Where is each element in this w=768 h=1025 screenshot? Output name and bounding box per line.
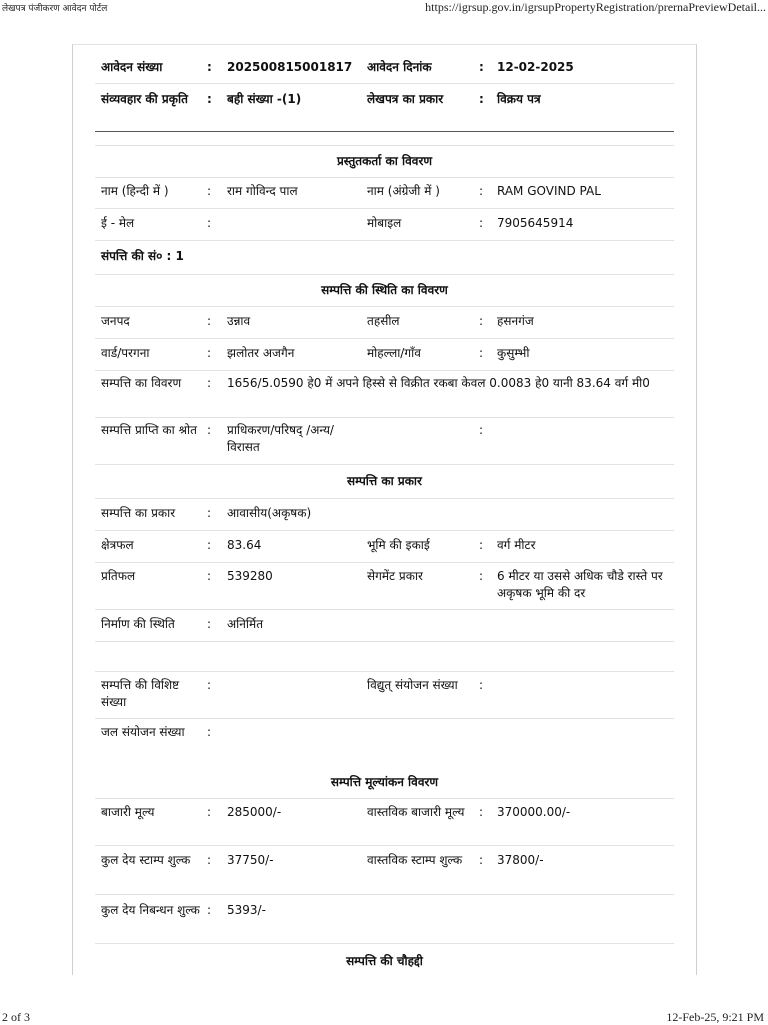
electric-label: विद्युत् संयोजन संख्या <box>367 678 458 692</box>
location-row <box>95 339 674 371</box>
separator: : <box>207 376 212 390</box>
nature-label: संव्यवहार की प्रकृति <box>101 92 188 106</box>
separator: : <box>207 569 212 583</box>
separator: : <box>207 538 212 552</box>
presenter-heading: प्रस्तुतकर्ता का विवरण <box>95 145 674 178</box>
type-row <box>95 531 674 563</box>
separator: : <box>207 314 212 328</box>
actual-market-value: 370000.00/- <box>497 805 571 819</box>
empty-row <box>95 642 674 672</box>
application-row <box>95 84 674 132</box>
deed-type-value: विक्रय पत्र <box>497 92 541 106</box>
actual-market-label: वास्तविक बाजारी मूल्य <box>367 805 465 819</box>
location-row <box>95 307 674 339</box>
segment-value: 6 मीटर या उससे अधिक चौडे रास्ते पर अकृषक भूमि की दर <box>497 569 663 600</box>
name-hi-label: नाम (हिन्दी में ) <box>101 184 169 198</box>
type-row <box>95 563 674 610</box>
separator: : <box>207 184 212 198</box>
district-value: उन्नाव <box>227 314 251 328</box>
separator: : <box>207 60 212 74</box>
stamp-duty-label: कुल देय स्टाम्प शुल्क <box>101 853 191 867</box>
property-count: संपत्ति की सं० : 1 <box>101 249 184 263</box>
source-label: सम्पत्ति प्राप्ति का श्रोत <box>101 423 197 437</box>
area-value: 83.64 <box>227 538 262 552</box>
registration-fee-label: कुल देय निबन्धन शुल्क <box>101 903 200 917</box>
construction-value: अनिर्मित <box>227 617 264 631</box>
valuation-row <box>95 895 674 944</box>
separator: : <box>207 423 212 437</box>
print-footer <box>0 1010 768 1024</box>
app-date-label: आवेदन दिनांक <box>367 60 432 74</box>
village-label: मोहल्ला/गाँव <box>367 346 421 360</box>
village-value: कुसुम्भी <box>497 346 530 360</box>
segment-label: सेगमेंट प्रकार <box>367 569 423 583</box>
registration-fee-value: 5393/- <box>227 903 266 917</box>
description-label: सम्पत्ति का विवरण <box>101 376 182 390</box>
type-row <box>95 672 674 719</box>
separator: : <box>207 216 212 230</box>
separator: : <box>207 346 212 360</box>
separator: : <box>207 903 212 917</box>
separator: : <box>207 725 212 739</box>
location-row <box>95 418 674 465</box>
separator: : <box>479 184 484 198</box>
separator: : <box>207 617 212 631</box>
type-label: सम्पत्ति का प्रकार <box>101 506 176 520</box>
separator: : <box>479 216 484 230</box>
construction-label: निर्माण की स्थिति <box>101 617 175 631</box>
type-value: आवासीय(अकृषक) <box>227 506 312 520</box>
stamp-duty-value: 37750/- <box>227 853 274 867</box>
separator: : <box>479 569 484 583</box>
consideration-label: प्रतिफल <box>101 569 136 583</box>
type-row <box>95 719 674 765</box>
print-datetime: 12-Feb-25, 9:21 PM <box>666 1010 764 1024</box>
description-value: 1656/5.0590 हे0 में अपने हिस्से से विक्रीत रकबा केवल 0.0083 हे0 यानी 83.64 वर्ग मी0 <box>227 376 650 390</box>
unit-value: वर्ग मीटर <box>497 538 536 552</box>
name-hi-value: राम गोविन्द पाल <box>227 184 298 198</box>
unit-label: भूमि की इकाई <box>367 538 430 552</box>
print-page-title: लेखपत्र पंजीकरण आवेदन पोर्टल <box>2 4 108 14</box>
nature-value: बही संख्या -(1) <box>227 92 302 106</box>
separator: : <box>479 805 484 819</box>
valuation-row <box>95 846 674 895</box>
separator: : <box>479 60 484 74</box>
ward-value: झलोतर अजगैन <box>227 346 295 360</box>
unique-no-label: सम्पत्ति की विशिष्ट संख्या <box>101 678 180 709</box>
source-value: प्राधिकरण/परिषद् /अन्य/विरासत <box>227 423 334 454</box>
separator: : <box>479 423 484 437</box>
type-row <box>95 610 674 642</box>
market-value: 285000/- <box>227 805 282 819</box>
boundary-heading: सम्पत्ति की चौहद्दी <box>346 954 423 968</box>
location-row <box>95 371 674 418</box>
separator: : <box>207 92 212 106</box>
valuation-row <box>95 799 674 846</box>
separator: : <box>479 538 484 552</box>
actual-stamp-label: वास्तविक स्टाम्प शुल्क <box>367 853 463 867</box>
ward-label: वार्ड/परगना <box>101 346 150 360</box>
valuation-heading: सम्पत्ति मूल्यांकन विवरण <box>95 767 674 799</box>
document-card <box>72 44 697 975</box>
type-row <box>95 499 674 531</box>
mobile-value: 7905645914 <box>497 216 574 230</box>
presenter-row <box>95 209 674 241</box>
separator: : <box>207 805 212 819</box>
separator: : <box>479 678 484 692</box>
type-heading: सम्पत्ति का प्रकार <box>95 465 674 499</box>
app-no-value: 202500815001817 <box>227 60 353 74</box>
market-value-label: बाजारी मूल्य <box>101 805 155 819</box>
application-row <box>95 51 674 84</box>
name-en-label: नाम (अंग्रेजी में ) <box>367 184 440 198</box>
separator: : <box>479 853 484 867</box>
property-count-row <box>95 241 674 275</box>
deed-type-label: लेखपत्र का प्रकार <box>367 92 444 106</box>
actual-stamp-value: 37800/- <box>497 853 544 867</box>
water-label: जल संयोजन संख्या <box>101 725 185 739</box>
separator: : <box>479 314 484 328</box>
area-label: क्षेत्रफल <box>101 538 134 552</box>
mobile-label: मोबाइल <box>367 216 402 230</box>
tehsil-value: हसनगंज <box>497 314 534 328</box>
app-date-value: 12-02-2025 <box>497 60 574 74</box>
separator: : <box>479 346 484 360</box>
district-label: जनपद <box>101 314 130 328</box>
separator: : <box>207 678 212 692</box>
consideration-value: 539280 <box>227 569 273 583</box>
print-header <box>0 0 768 14</box>
page-number: 2 of 3 <box>2 1010 30 1024</box>
separator: : <box>207 853 212 867</box>
presenter-row <box>95 177 674 209</box>
name-en-value: RAM GOVIND PAL <box>497 184 601 198</box>
print-url: https://igrsup.gov.in/igrsupPropertyRegistration/prernaPreviewDetail... <box>425 0 766 14</box>
separator: : <box>207 506 212 520</box>
email-label: ई - मेल <box>101 216 135 230</box>
app-no-label: आवेदन संख्या <box>101 60 163 74</box>
location-heading: सम्पत्ति की स्थिति का विवरण <box>95 275 674 307</box>
separator: : <box>479 92 484 106</box>
tehsil-label: तहसील <box>367 314 400 328</box>
